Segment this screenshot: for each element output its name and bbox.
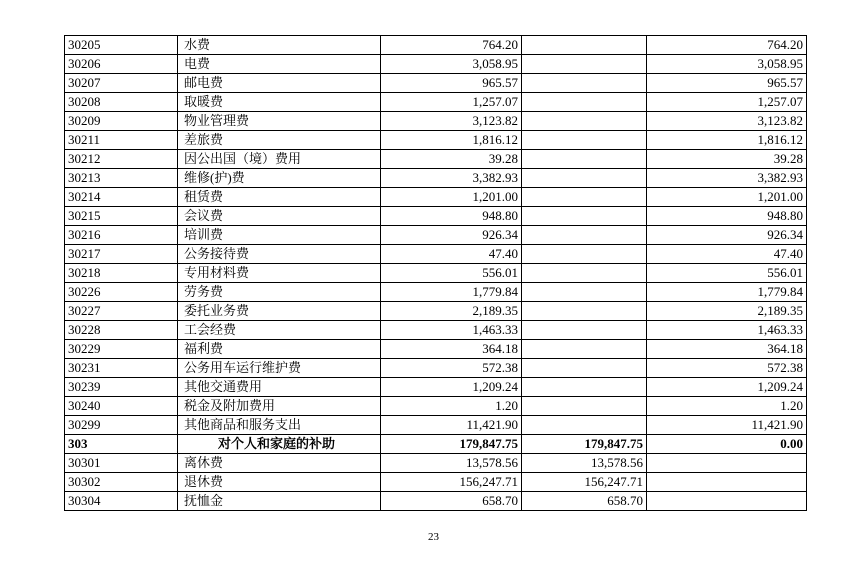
account-code-cell: 30216 <box>65 226 178 245</box>
project-expenditure-cell <box>647 473 807 492</box>
basic-expenditure-cell <box>522 188 647 207</box>
account-name-cell: 劳务费 <box>178 283 381 302</box>
total-amount-cell: 156,247.71 <box>381 473 522 492</box>
basic-expenditure-cell <box>522 112 647 131</box>
table-row <box>65 283 807 302</box>
table-row <box>65 169 807 188</box>
project-expenditure-cell <box>647 454 807 473</box>
project-expenditure-cell: 572.38 <box>647 359 807 378</box>
account-code-cell: 30239 <box>65 378 178 397</box>
account-code-cell: 30228 <box>65 321 178 340</box>
account-code-cell: 30209 <box>65 112 178 131</box>
basic-expenditure-cell <box>522 207 647 226</box>
account-code-cell: 30302 <box>65 473 178 492</box>
basic-expenditure-cell <box>522 359 647 378</box>
total-amount-cell: 764.20 <box>381 36 522 55</box>
account-name-cell: 因公出国（境）费用 <box>178 150 381 169</box>
account-code-cell: 30213 <box>65 169 178 188</box>
account-code-cell: 30215 <box>65 207 178 226</box>
account-name-cell: 专用材料费 <box>178 264 381 283</box>
account-code-cell: 30212 <box>65 150 178 169</box>
account-name-cell: 公务接待费 <box>178 245 381 264</box>
account-name-cell: 培训费 <box>178 226 381 245</box>
account-code-cell: 30218 <box>65 264 178 283</box>
project-expenditure-cell: 556.01 <box>647 264 807 283</box>
project-expenditure-cell: 1,209.24 <box>647 378 807 397</box>
table-row <box>65 188 807 207</box>
account-code-cell: 30299 <box>65 416 178 435</box>
total-amount-cell: 1,209.24 <box>381 378 522 397</box>
project-expenditure-cell: 3,123.82 <box>647 112 807 131</box>
project-expenditure-cell: 39.28 <box>647 150 807 169</box>
project-expenditure-cell: 948.80 <box>647 207 807 226</box>
total-amount-cell: 3,123.82 <box>381 112 522 131</box>
total-amount-cell: 926.34 <box>381 226 522 245</box>
table-row <box>65 74 807 93</box>
table-row <box>65 245 807 264</box>
account-name-cell: 取暖费 <box>178 93 381 112</box>
account-code-cell: 30229 <box>65 340 178 359</box>
table-row <box>65 207 807 226</box>
project-expenditure-cell: 2,189.35 <box>647 302 807 321</box>
account-code-cell: 30211 <box>65 131 178 150</box>
table-row <box>65 264 807 283</box>
project-expenditure-cell: 364.18 <box>647 340 807 359</box>
basic-expenditure-cell: 179,847.75 <box>522 435 647 454</box>
project-expenditure-cell: 764.20 <box>647 36 807 55</box>
table-row <box>65 131 807 150</box>
total-amount-cell: 1,463.33 <box>381 321 522 340</box>
account-code-cell: 30208 <box>65 93 178 112</box>
account-name-cell: 维修(护)费 <box>178 169 381 188</box>
account-code-cell: 30301 <box>65 454 178 473</box>
basic-expenditure-cell <box>522 55 647 74</box>
account-code-cell: 30205 <box>65 36 178 55</box>
account-code-cell: 303 <box>65 435 178 454</box>
project-expenditure-cell: 926.34 <box>647 226 807 245</box>
account-code-cell: 30226 <box>65 283 178 302</box>
basic-expenditure-cell <box>522 302 647 321</box>
total-amount-cell: 1,779.84 <box>381 283 522 302</box>
table-row <box>65 416 807 435</box>
total-amount-cell: 11,421.90 <box>381 416 522 435</box>
table-row <box>65 112 807 131</box>
table-row <box>65 36 807 55</box>
project-expenditure-cell: 1,779.84 <box>647 283 807 302</box>
table-row <box>65 454 807 473</box>
total-amount-cell: 1.20 <box>381 397 522 416</box>
project-expenditure-cell: 1,463.33 <box>647 321 807 340</box>
basic-expenditure-cell <box>522 150 647 169</box>
project-expenditure-cell: 1,816.12 <box>647 131 807 150</box>
account-code-cell: 30206 <box>65 55 178 74</box>
basic-expenditure-cell: 156,247.71 <box>522 473 647 492</box>
project-expenditure-cell: 3,382.93 <box>647 169 807 188</box>
table-row <box>65 397 807 416</box>
account-code-cell: 30240 <box>65 397 178 416</box>
total-amount-cell: 179,847.75 <box>381 435 522 454</box>
account-name-cell: 工会经费 <box>178 321 381 340</box>
basic-expenditure-cell <box>522 264 647 283</box>
basic-expenditure-cell <box>522 397 647 416</box>
basic-expenditure-cell <box>522 74 647 93</box>
basic-expenditure-cell <box>522 93 647 112</box>
basic-expenditure-cell <box>522 36 647 55</box>
account-name-cell: 租赁费 <box>178 188 381 207</box>
total-amount-cell: 658.70 <box>381 492 522 511</box>
account-name-cell: 其他商品和服务支出 <box>178 416 381 435</box>
basic-expenditure-cell <box>522 283 647 302</box>
total-amount-cell: 965.57 <box>381 74 522 93</box>
account-code-cell: 30304 <box>65 492 178 511</box>
expenditure-table <box>64 35 807 511</box>
basic-expenditure-cell <box>522 321 647 340</box>
project-expenditure-cell: 1.20 <box>647 397 807 416</box>
table-row <box>65 302 807 321</box>
table-row <box>65 435 807 454</box>
expenditure-table-body <box>65 36 807 511</box>
account-name-cell: 水费 <box>178 36 381 55</box>
account-name-cell: 差旅费 <box>178 131 381 150</box>
table-row <box>65 492 807 511</box>
account-name-cell: 邮电费 <box>178 74 381 93</box>
account-code-cell: 30217 <box>65 245 178 264</box>
account-name-cell: 抚恤金 <box>178 492 381 511</box>
basic-expenditure-cell <box>522 226 647 245</box>
table-row <box>65 340 807 359</box>
total-amount-cell: 3,382.93 <box>381 169 522 188</box>
total-amount-cell: 1,201.00 <box>381 188 522 207</box>
total-amount-cell: 3,058.95 <box>381 55 522 74</box>
account-name-cell: 福利费 <box>178 340 381 359</box>
basic-expenditure-cell <box>522 245 647 264</box>
project-expenditure-cell: 3,058.95 <box>647 55 807 74</box>
account-code-cell: 30207 <box>65 74 178 93</box>
account-name-cell: 委托业务费 <box>178 302 381 321</box>
account-name-cell: 离休费 <box>178 454 381 473</box>
table-row <box>65 473 807 492</box>
account-name-cell: 对个人和家庭的补助 <box>178 435 381 454</box>
total-amount-cell: 39.28 <box>381 150 522 169</box>
basic-expenditure-cell: 658.70 <box>522 492 647 511</box>
basic-expenditure-cell <box>522 131 647 150</box>
page-number: 23 <box>428 531 439 543</box>
table-row <box>65 359 807 378</box>
basic-expenditure-cell <box>522 169 647 188</box>
account-name-cell: 物业管理费 <box>178 112 381 131</box>
table-row <box>65 321 807 340</box>
project-expenditure-cell: 1,257.07 <box>647 93 807 112</box>
account-name-cell: 税金及附加费用 <box>178 397 381 416</box>
basic-expenditure-cell <box>522 340 647 359</box>
total-amount-cell: 572.38 <box>381 359 522 378</box>
project-expenditure-cell: 47.40 <box>647 245 807 264</box>
basic-expenditure-cell: 13,578.56 <box>522 454 647 473</box>
basic-expenditure-cell <box>522 378 647 397</box>
table-row <box>65 226 807 245</box>
table-row <box>65 93 807 112</box>
account-code-cell: 30214 <box>65 188 178 207</box>
total-amount-cell: 556.01 <box>381 264 522 283</box>
project-expenditure-cell <box>647 492 807 511</box>
total-amount-cell: 13,578.56 <box>381 454 522 473</box>
account-code-cell: 30227 <box>65 302 178 321</box>
total-amount-cell: 948.80 <box>381 207 522 226</box>
total-amount-cell: 1,816.12 <box>381 131 522 150</box>
account-name-cell: 电费 <box>178 55 381 74</box>
account-name-cell: 公务用车运行维护费 <box>178 359 381 378</box>
table-row <box>65 150 807 169</box>
total-amount-cell: 2,189.35 <box>381 302 522 321</box>
total-amount-cell: 47.40 <box>381 245 522 264</box>
account-name-cell: 退休费 <box>178 473 381 492</box>
account-name-cell: 会议费 <box>178 207 381 226</box>
account-code-cell: 30231 <box>65 359 178 378</box>
project-expenditure-cell: 11,421.90 <box>647 416 807 435</box>
project-expenditure-cell: 1,201.00 <box>647 188 807 207</box>
project-expenditure-cell: 0.00 <box>647 435 807 454</box>
total-amount-cell: 1,257.07 <box>381 93 522 112</box>
project-expenditure-cell: 965.57 <box>647 74 807 93</box>
table-row <box>65 55 807 74</box>
total-amount-cell: 364.18 <box>381 340 522 359</box>
account-name-cell: 其他交通费用 <box>178 378 381 397</box>
basic-expenditure-cell <box>522 416 647 435</box>
table-row <box>65 378 807 397</box>
